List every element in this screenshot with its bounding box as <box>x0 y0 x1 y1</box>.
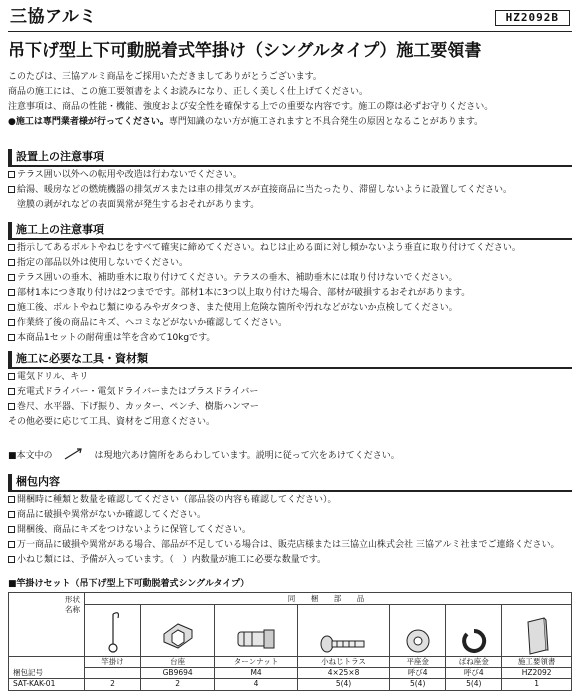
part-spec: HZ2092 <box>502 667 572 678</box>
intro-line: このたびは、三協アルミ商品をご採用いただきましてありがとうございます。 <box>8 72 322 82</box>
list-item: 充電式ドライバー・電気ドライバーまたはプラスドライバー <box>8 387 572 402</box>
part-name: 台座 <box>141 657 215 668</box>
part-qty: 5(4) <box>446 678 502 690</box>
hanger-icon <box>98 608 128 656</box>
list-item: 巻尺、水平器、下げ振り、カッター、ペンチ、樹脂ハンマー <box>8 402 572 417</box>
list-item: 施工後、ボルトやねじ類にゆるみやガタつき、また使用上危険な箇所や汚れなどがないか点検してください。 <box>8 303 572 318</box>
part-qty: 5(4) <box>390 678 446 690</box>
brand-logo: 三協アルミ <box>10 7 97 27</box>
part-name: 施工要領書 <box>502 657 572 668</box>
part-image-base <box>141 605 215 657</box>
shape-name-header: 形状 名称 <box>9 593 85 657</box>
part-image-spring-washer <box>446 605 502 657</box>
spring-washer-icon <box>459 626 489 656</box>
part-name: 平座金 <box>390 657 446 668</box>
part-image-truss-screw <box>297 605 389 657</box>
list-item: 作業終了後の商品にキズ、ヘコミなどがないか確認してください。 <box>8 318 572 333</box>
code-label: 梱包記号 <box>9 657 85 679</box>
part-name: 竿掛け <box>85 657 141 668</box>
list-item: 塗膜の剥がれなどの表面異常が発生するおそれがあります。 <box>8 200 260 210</box>
packing-list <box>8 495 572 570</box>
part-spec: M4 <box>215 667 298 678</box>
list-item: 電気ドリル、キリ <box>8 372 572 387</box>
part-spec <box>85 667 141 678</box>
drill-mark-icon <box>63 447 85 461</box>
part-image-hanger <box>85 605 141 657</box>
page-title: 吊下げ型上下可動脱着式竿掛け（シングルタイプ）施工要領書 <box>8 41 482 61</box>
part-image-flat-washer <box>390 605 446 657</box>
part-name: ターンナット <box>215 657 298 668</box>
list-item: 給湯、暖房などの燃焼機器の排気ガスまたは車の排気ガスが直接商品に当たったり、滞留しないように設置してください。 <box>8 185 572 200</box>
list-item: 小ねじ類には、予備が入っています。（ ）内数量が施工に必要な数量です。 <box>8 555 572 570</box>
list-item: 本商品1セットの耐荷重は竿を含めて10kgです。 <box>8 333 572 348</box>
part-qty: 2 <box>141 678 215 690</box>
section-header-tools: 施工に必要な工具・資材類 <box>8 351 572 369</box>
part-image-turn-nut <box>215 605 298 657</box>
list-item: 万一商品に破損や異常がある場合、部品が不足している場合は、販売店様または三協立山株式会社 三協アルミ社までご連絡ください。 <box>8 540 572 555</box>
section-header-packing: 梱包内容 <box>8 474 572 492</box>
list-item: 部材1本につき取り付けは2つまでです。部材1本に3つ以上取り付けた場合、部材が破損するおそれがあります。 <box>8 288 572 303</box>
bullet: ● <box>8 117 16 127</box>
turn-nut-icon <box>234 622 278 656</box>
parts-table <box>8 592 572 691</box>
part-qty: 2 <box>85 678 141 690</box>
list-item: テラス囲いの垂木、補助垂木に取り付けてください。テラスの垂木、補助垂木には取り付けないでください。 <box>8 273 572 288</box>
part-spec: 呼び4 <box>390 667 446 678</box>
list-item: 商品に破損や異常がないか確認してください。 <box>8 510 572 525</box>
warning-bold: 施工は専門業者様が行ってください。 <box>15 117 169 127</box>
tools-note: その他必要に応じて工具、資材をご用意ください。 <box>8 417 216 427</box>
list-item: 開梱時に種類と数量を確認してください（部品袋の内容も確認してください）。 <box>8 495 572 510</box>
part-name: ばね座金 <box>446 657 502 668</box>
list-item: テラス囲い以外への転用や改造は行わないでください。 <box>8 170 572 185</box>
section-header-work: 施工上の注意事項 <box>8 222 572 240</box>
manual-icon <box>524 616 550 656</box>
section-header-install: 設置上の注意事項 <box>8 149 572 167</box>
intro-line: 注意事項は、商品の性能・機能、強度および安全性を確保する上での重要な内容です。施工の際は必ずお守りください。 <box>8 102 494 112</box>
truss-screw-icon <box>319 632 369 656</box>
intro-line: 商品の施工には、この施工要領書をよくお読みになり、正しく美しく仕上げてください。 <box>8 87 369 97</box>
part-qty: 1 <box>502 678 572 690</box>
part-image-manual <box>502 605 572 657</box>
part-spec: 呼び4 <box>446 667 502 678</box>
document-code: HZ2092B <box>495 10 570 26</box>
drill-mark-note: ■本文中の は現地穴あけ箇所をあらわしています。説明に従って穴をあけてください。 <box>8 447 400 463</box>
flat-washer-icon <box>403 626 433 656</box>
intro-block <box>8 72 568 132</box>
parts-table-title: ■竿掛けセット（吊下げ型上下可動脱着式シングルタイプ） <box>8 579 250 589</box>
list-item: 開梱後、商品にキズをつけないように保管してください。 <box>8 525 572 540</box>
tools-list <box>8 372 572 432</box>
part-qty: 5(4) <box>297 678 389 690</box>
set-code: SAT-KAK-01 <box>9 678 85 690</box>
table-row <box>9 678 572 690</box>
part-qty: 4 <box>215 678 298 690</box>
install-notes-list <box>8 170 572 215</box>
list-item: 指示してあるボルトやねじをすべて確実に締めてください。ねじは止める面に対し傾かないよう垂直に取り付けてください。 <box>8 243 572 258</box>
header-bar <box>8 4 572 32</box>
warning-line <box>8 117 568 132</box>
warning-text: 専門知識のない方が施工されますと不具合発生の原因となることがあります。 <box>168 117 484 127</box>
list-item: 指定の部品以外は使用しないでください。 <box>8 258 572 273</box>
base-icon <box>158 616 198 656</box>
category-header: 同 梱 部 品 <box>85 593 572 605</box>
part-spec: GB9694 <box>141 667 215 678</box>
work-notes-list <box>8 243 572 348</box>
part-name: 小ねじトラス <box>297 657 389 668</box>
part-spec: 4×25×8 <box>297 667 389 678</box>
